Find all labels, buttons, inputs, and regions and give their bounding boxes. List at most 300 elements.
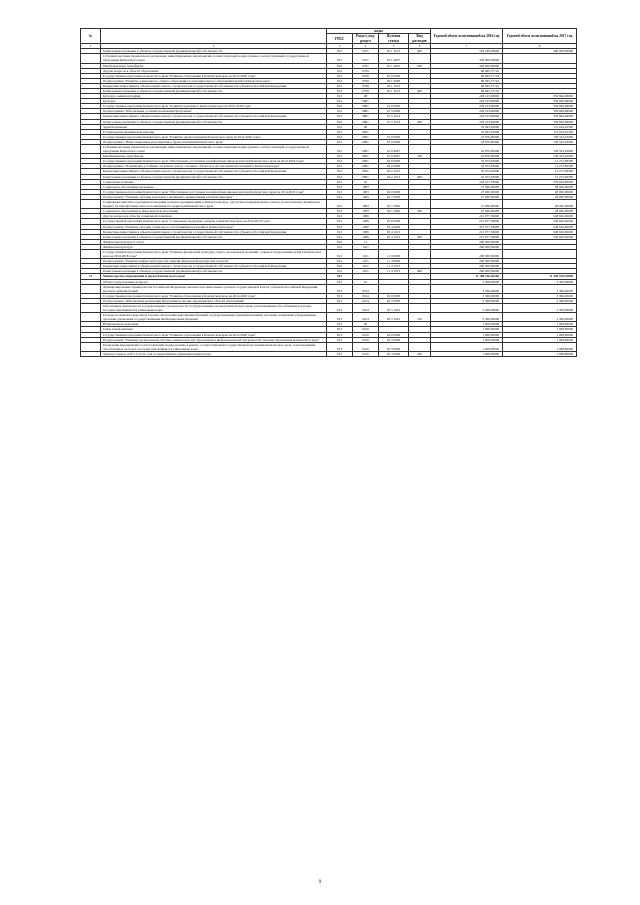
row-name: Социальная политика bbox=[101, 179, 327, 184]
row-amount-2017: 136 545,43000 bbox=[503, 134, 577, 139]
row-name: Расходы на выплаты персоналу в целях обеспечения выполнения функций государственными (муниципальными) органами, казенными учреждениями, органами управления государственными внебюджетными фондами bbox=[101, 313, 327, 322]
row-razdel: 1101 bbox=[353, 249, 379, 258]
row-amount-2017: 3 396,00000 bbox=[503, 298, 577, 303]
row-target-article: 02 1 0000 bbox=[379, 78, 409, 83]
table-row bbox=[81, 54, 577, 63]
row-grbs: 812 bbox=[327, 68, 353, 73]
row-grbs: 812 bbox=[327, 244, 353, 249]
row-name: Социальное обеспечение населения bbox=[101, 184, 327, 189]
row-expense-type bbox=[409, 284, 431, 293]
row-amount-2017: 359 846,68000 bbox=[503, 114, 577, 119]
row-name: Связь и информатика bbox=[101, 327, 327, 332]
row-target-article: 11 4 1013 bbox=[379, 264, 409, 269]
row-target-article: 02 0 0000 bbox=[379, 293, 409, 298]
row-razdel: 0104 bbox=[353, 298, 379, 303]
row-grbs: 812 bbox=[327, 139, 353, 144]
header-grbs: ГРБС bbox=[327, 34, 353, 44]
table-row bbox=[81, 145, 577, 154]
row-grbs: 813 bbox=[327, 332, 353, 337]
row-amount-2016: 96 665,57710 bbox=[431, 88, 503, 93]
row-razdel: 0901 bbox=[353, 139, 379, 144]
row-expense-type: 200 bbox=[409, 351, 431, 356]
row-target-article: 02 0 0000 bbox=[379, 73, 409, 78]
row-target-article: 02 1 1013 bbox=[379, 88, 409, 93]
row-amount-2016: 229 103,00000 bbox=[431, 109, 503, 114]
row-name: Функционирование Правительства Российской Федерации, высших исполнительных органов государственной власти субъектов Российской Федерации, местных администраций bbox=[101, 284, 327, 293]
row-target-article: 10 5 1013 bbox=[379, 119, 409, 124]
row-amount-2016: 1 900,00000 bbox=[431, 342, 503, 351]
row-target-article: 02 3 0000 bbox=[379, 337, 409, 342]
row-razdel: 0709 bbox=[353, 68, 379, 73]
row-expense-type: 400 bbox=[409, 119, 431, 124]
row-name: Закупка товаров, работ и услуг для государственных (муниципальных) нужд bbox=[101, 351, 327, 356]
row-expense-type: 400 bbox=[409, 234, 431, 239]
header-cs: Целевая статья bbox=[379, 34, 409, 44]
row-razdel: 10 bbox=[353, 179, 379, 184]
row-razdel: 1006 bbox=[353, 234, 379, 239]
row-amount-2016: 290 000,00000 bbox=[431, 244, 503, 249]
row-grbs: 812 bbox=[327, 63, 353, 68]
row-amount-2016: 27 000,00000 bbox=[431, 209, 503, 214]
row-amount-2016: 43 870,00000 bbox=[431, 134, 503, 139]
row-name: Подпрограмма "Развитие дошкольного, общего образования и дополнительного образования детей в Камчатском крае" bbox=[101, 78, 327, 83]
row-grbs: 812 bbox=[327, 124, 353, 129]
index-cell: 1 bbox=[81, 44, 101, 49]
row-number bbox=[81, 342, 101, 351]
row-razdel: 1006 bbox=[353, 214, 379, 219]
row-amount-2016: 215 977,59000 bbox=[431, 219, 503, 224]
row-grbs: 813 bbox=[327, 337, 353, 342]
row-amount-2017: 136 545,43000 bbox=[503, 145, 577, 154]
row-name: Культура bbox=[101, 99, 327, 104]
row-grbs: 812 bbox=[327, 54, 353, 63]
row-razdel: 11 bbox=[353, 239, 379, 244]
row-amount-2016: 27 000,00000 bbox=[431, 194, 503, 199]
row-number bbox=[81, 145, 101, 154]
row-grbs: 812 bbox=[327, 249, 353, 258]
row-amount-2017: 1 998,80000 bbox=[503, 337, 577, 342]
row-amount-2017: 15 272,99500 bbox=[503, 169, 577, 174]
row-amount-2017: 28 000,00000 bbox=[503, 189, 577, 194]
row-grbs: 812 bbox=[327, 49, 353, 54]
row-amount-2016: 96 665,57710 bbox=[431, 78, 503, 83]
row-name: Подпрограмма "Обеспечение реализации Программы и прочие мероприятия в области образования" bbox=[101, 298, 327, 303]
row-grbs: 812 bbox=[327, 269, 353, 274]
row-name: Подпрограмма "Повышение устойчивости жилых домов, основных объектов и систем жизнеобеспечения в Камчатском крае" bbox=[101, 164, 327, 169]
index-cell: 6 bbox=[409, 44, 431, 49]
row-razdel: 0801 bbox=[353, 99, 379, 104]
row-target-article: 02 1 4007 bbox=[379, 54, 409, 63]
row-name: Другие вопросы в области социальной политики bbox=[101, 214, 327, 219]
row-expense-type bbox=[409, 342, 431, 351]
row-number bbox=[81, 351, 101, 356]
row-grbs: 812 bbox=[327, 129, 353, 134]
row-razdel: 1006 bbox=[353, 219, 379, 224]
row-amount-2017: 136 545,43000 bbox=[503, 154, 577, 159]
row-amount-2016: 11 188 236,38200 bbox=[431, 274, 503, 279]
row-razdel: 1003 bbox=[353, 184, 379, 189]
row-amount-2017: 548 620,90000 bbox=[503, 219, 577, 224]
row-razdel: 0104 bbox=[353, 293, 379, 298]
budget-table bbox=[80, 28, 577, 357]
row-amount-2017: 28 000,00000 bbox=[503, 209, 577, 214]
row-razdel: 0104 bbox=[353, 313, 379, 322]
row-grbs: 812 bbox=[327, 229, 353, 234]
row-razdel: 1003 bbox=[353, 189, 379, 194]
row-amount-2017: 3 396,00000 bbox=[503, 304, 577, 313]
row-grbs: 813 bbox=[327, 298, 353, 303]
row-name: Государственная программа Камчатского края "Обеспечение доступным и комфортным жильем жителей Камчатского края на 2014-2018 годы" bbox=[101, 159, 327, 164]
row-grbs: 812 bbox=[327, 94, 353, 99]
row-grbs: 813 bbox=[327, 327, 353, 332]
row-expense-type: 400 bbox=[409, 49, 431, 54]
row-amount-2016: 1 900,00000 bbox=[431, 332, 503, 337]
row-target-article: 04 2 1013 bbox=[379, 174, 409, 179]
row-name: Государственная программа Камчатского края "Обеспечение доступным и комфортным жильем жителей Камчатского края на 2014-2018 годы" bbox=[101, 189, 327, 194]
row-expense-type: 500 bbox=[409, 154, 431, 159]
row-name: Межбюджетные трансферты bbox=[101, 63, 327, 68]
row-name: Капитальные вложения в объекты государственной (муниципальной) собственности bbox=[101, 269, 327, 274]
row-name: Капитальные вложения в объекты государственной (муниципальной) собственности bbox=[101, 174, 327, 179]
table-row bbox=[81, 249, 577, 258]
header-2016: Годовой объем ассигнований на 2016 год bbox=[431, 29, 503, 44]
row-target-article: 11 4 0000 bbox=[379, 259, 409, 264]
row-grbs: 812 bbox=[327, 179, 353, 184]
row-amount-2016: 215 977,59000 bbox=[431, 234, 503, 239]
index-cell: 5 bbox=[379, 44, 409, 49]
row-amount-2016: 290 000,00000 bbox=[431, 249, 503, 258]
table-row bbox=[81, 200, 577, 209]
table-row bbox=[81, 304, 577, 313]
row-amount-2017: 548 620,90000 bbox=[503, 224, 577, 229]
row-razdel: 0410 bbox=[353, 327, 379, 332]
table-row bbox=[81, 284, 577, 293]
row-name: Бюджетные инвестиции в объекты капитального строительства государственной собственности субъектов Российской Федерации bbox=[101, 114, 327, 119]
row-grbs: 812 bbox=[327, 109, 353, 114]
row-target-article: 03 0 0000 bbox=[379, 219, 409, 224]
row-target-article: 10 0 0000 bbox=[379, 104, 409, 109]
row-razdel: 1101 bbox=[353, 244, 379, 249]
row-amount-2016: 229 103,00000 bbox=[431, 94, 503, 99]
row-razdel: 0801 bbox=[353, 114, 379, 119]
row-amount-2017: 28 000,00000 bbox=[503, 184, 577, 189]
row-name: Стационарная медицинская помощь bbox=[101, 129, 327, 134]
row-amount-2017: 548 620,90000 bbox=[503, 229, 577, 234]
row-name: Реализация мероприятий соответствующей подпрограммы в рамках соответствующей государственной программы Камчатского края, за исключением обособленных расходов, которым присваиваются уникальные коды bbox=[101, 342, 327, 351]
row-grbs: 812 bbox=[327, 114, 353, 119]
row-razdel: 0801 bbox=[353, 104, 379, 109]
row-expense-type: 500 bbox=[409, 63, 431, 68]
row-amount-2016: 3 396,00000 bbox=[431, 293, 503, 298]
row-expense-type: 400 bbox=[409, 269, 431, 274]
row-target-article: 11 0 0000 bbox=[379, 249, 409, 258]
row-amount-2016: 43 870,00000 bbox=[431, 145, 503, 154]
row-target-article: 01 0 0000 bbox=[379, 134, 409, 139]
row-razdel: 0709 bbox=[353, 88, 379, 93]
row-expense-type bbox=[409, 249, 431, 258]
table-row bbox=[81, 313, 577, 322]
header-name bbox=[101, 29, 327, 44]
index-cell: 7 bbox=[431, 44, 503, 49]
row-amount-2016: 43 870,00000 bbox=[431, 154, 503, 159]
row-amount-2016: 27 000,00000 bbox=[431, 184, 503, 189]
row-target-article bbox=[379, 284, 409, 293]
row-amount-2016: 96 665,57710 bbox=[431, 68, 503, 73]
row-target-article: 01 9 0000 bbox=[379, 139, 409, 144]
row-name: Физическая культура bbox=[101, 244, 327, 249]
row-amount-2017: 400 000,00000 bbox=[503, 49, 577, 54]
row-amount-2017: 15 272,99500 bbox=[503, 164, 577, 169]
row-amount-2017: 136 545,43000 bbox=[503, 139, 577, 144]
row-amount-2016: 3 396,00000 bbox=[431, 298, 503, 303]
row-razdel: 0104 bbox=[353, 304, 379, 313]
row-amount-2017: 151 818,42500 bbox=[503, 124, 577, 129]
row-expense-type bbox=[409, 304, 431, 313]
row-number bbox=[81, 200, 101, 209]
row-name: Социальное обеспечение и иные выплаты населению bbox=[101, 209, 327, 214]
row-amount-2017: 1 998,80000 bbox=[503, 322, 577, 327]
row-name: Государственная программа Камчатского края "Развитие образования в Камчатском крае на 2014-2020 годы" bbox=[101, 332, 327, 337]
row-grbs: 813 bbox=[327, 274, 353, 279]
row-grbs: 812 bbox=[327, 184, 353, 189]
row-grbs: 812 bbox=[327, 200, 353, 209]
row-amount-2017: 548 620,90000 bbox=[503, 234, 577, 239]
row-number: 11 bbox=[81, 274, 101, 279]
row-amount-2016: 1 900,00000 bbox=[431, 327, 503, 332]
row-amount-2017 bbox=[503, 54, 577, 63]
row-grbs: 812 bbox=[327, 78, 353, 83]
row-grbs: 812 bbox=[327, 264, 353, 269]
row-razdel: 0701 bbox=[353, 63, 379, 68]
row-name: Подпрограмма "Обеспечение условий реализации Программы" bbox=[101, 109, 327, 114]
row-target-article: 10 5 0000 bbox=[379, 109, 409, 114]
row-name: Капитальные вложения в объекты государственной (муниципальной) собственности bbox=[101, 49, 327, 54]
row-amount-2016: 229 103,00000 bbox=[431, 119, 503, 124]
row-target-article: 02 5 1001 bbox=[379, 313, 409, 322]
row-amount-2016: 3 396,00000 bbox=[431, 304, 503, 313]
header-vr: Вид расходов bbox=[409, 34, 431, 44]
row-grbs: 812 bbox=[327, 159, 353, 164]
row-amount-2016: 32 975,63000 bbox=[431, 159, 503, 164]
row-name: Физическая культура и спорт bbox=[101, 239, 327, 244]
row-name: Субсидии местным бюджетам на реализацию инвестиционных мероприятий соответствующей подпрограммы соответствующей государственной программы Камчатского края bbox=[101, 54, 327, 63]
row-amount-2016: 215 977,59000 bbox=[431, 214, 503, 219]
row-amount-2016: 1 900,00000 bbox=[431, 337, 503, 342]
row-amount-2016: 1 900,00000 bbox=[431, 351, 503, 356]
row-amount-2016: 290 000,00000 bbox=[431, 259, 503, 264]
row-name: Субсидии местным бюджетам на реализацию инвестиционных мероприятий соответствующей подпрограммы соответствующей государственной программы Камчатского края bbox=[101, 145, 327, 154]
row-razdel: 1006 bbox=[353, 229, 379, 234]
row-name: Государственная программа Камчатского края "Развитие образования в Камчатском крае на 2014-2020 годы" bbox=[101, 293, 327, 298]
index-cell: 2 bbox=[101, 44, 327, 49]
row-name: Социальные выплаты отдельным категориям граждан, проживающим в Камчатском крае, для уплаты первоначального взноса по ипотечному жилищному кредиту на приобретение жилого помещения на территории Камчатского края bbox=[101, 200, 327, 209]
row-razdel: 08 bbox=[353, 94, 379, 99]
row-amount-2016: 96 665,57710 bbox=[431, 73, 503, 78]
row-razdel: 0901 bbox=[353, 169, 379, 174]
row-amount-2016: 3 396,00000 bbox=[431, 313, 503, 322]
row-razdel: 0801 bbox=[353, 109, 379, 114]
index-cell: 3 bbox=[327, 44, 353, 49]
row-grbs: 812 bbox=[327, 145, 353, 154]
row-name: Государственная программа Камчатского края "Развитие здравоохранения Камчатского края на 2014-2020 годы" bbox=[101, 134, 327, 139]
row-amount-2016: 43 870,00000 bbox=[431, 139, 503, 144]
row-name: Подпрограмма "Развитие системы социального обслуживания населения в Камчатском крае" bbox=[101, 224, 327, 229]
row-amount-2016: 215 977,59000 bbox=[431, 224, 503, 229]
row-expense-type: 300 bbox=[409, 209, 431, 214]
row-razdel: 01 bbox=[353, 279, 379, 284]
row-amount-2016: 32 975,63000 bbox=[431, 174, 503, 179]
row-target-article: 04 2 1013 bbox=[379, 169, 409, 174]
row-amount-2017: 1 998,80000 bbox=[503, 327, 577, 332]
row-razdel: 0709 bbox=[353, 73, 379, 78]
row-grbs: 813 bbox=[327, 351, 353, 356]
row-expense-type: 400 bbox=[409, 88, 431, 93]
row-grbs: 813 bbox=[327, 293, 353, 298]
row-amount-2017: 359 846,68000 bbox=[503, 119, 577, 124]
row-name: Государственная программа Камчатского края "Развитие физической культуры, спорта, молодежной политики, отдыха и оздоровления детей в Камчатском крае на 2014-2018 годы" bbox=[101, 249, 327, 258]
row-target-article: 02 3 0999 bbox=[379, 342, 409, 351]
row-amount-2017: 28 000,00000 bbox=[503, 194, 577, 199]
row-grbs: 812 bbox=[327, 189, 353, 194]
row-grbs: 812 bbox=[327, 83, 353, 88]
row-name: Государственная программа Камчатского края "Развитие образования в Камчатском крае на 2014-2020 годы" bbox=[101, 73, 327, 78]
row-target-article: 04 7 0000 bbox=[379, 194, 409, 199]
row-razdel: 0701 bbox=[353, 49, 379, 54]
row-number bbox=[81, 304, 101, 313]
row-target-article: 02 1 4007 bbox=[379, 63, 409, 68]
row-amount-2016: 96 665,57710 bbox=[431, 83, 503, 88]
row-grbs: 812 bbox=[327, 164, 353, 169]
row-razdel: 0901 bbox=[353, 174, 379, 179]
row-grbs: 813 bbox=[327, 304, 353, 313]
header-num: № bbox=[81, 29, 101, 44]
row-name: Подпрограмма "Развитие инфраструктуры для занятий физической культурой и спортом" bbox=[101, 259, 327, 264]
row-name: Подпрограмма "Развитие системы ипотечного жилищного кредитования в Камчатском крае" bbox=[101, 194, 327, 199]
row-amount-2016: 229 103,00000 bbox=[431, 114, 503, 119]
row-amount-2017: 576 620,90000 bbox=[503, 179, 577, 184]
row-expense-type bbox=[409, 54, 431, 63]
row-name: Бюджетные инвестиции в объекты капитального строительства государственной собственности субъектов Российской Федерации bbox=[101, 169, 327, 174]
header-razdel: Раздел, под-раздел bbox=[353, 34, 379, 44]
row-razdel: 1006 bbox=[353, 224, 379, 229]
row-grbs: 812 bbox=[327, 88, 353, 93]
row-target-article: 03 4 1013 bbox=[379, 234, 409, 239]
row-grbs: 813 bbox=[327, 279, 353, 284]
row-number bbox=[81, 284, 101, 293]
row-target-article: 04 0 0000 bbox=[379, 159, 409, 164]
row-amount-2016: 229 103,00000 bbox=[431, 99, 503, 104]
table-row bbox=[81, 342, 577, 351]
row-razdel: 1101 bbox=[353, 259, 379, 264]
row-amount-2017: 15 272,99500 bbox=[503, 159, 577, 164]
row-grbs: 812 bbox=[327, 239, 353, 244]
row-grbs: 812 bbox=[327, 104, 353, 109]
row-razdel: 0709 bbox=[353, 78, 379, 83]
row-amount-2017: 359 846,68000 bbox=[503, 104, 577, 109]
row-amount-2016: 504 180,00000 bbox=[431, 49, 503, 54]
row-name: Государственная программа Камчатского края "Социальная поддержка граждан в Камчатском крае на 2014-2018 годы" bbox=[101, 219, 327, 224]
row-amount-2016: 215 977,59000 bbox=[431, 229, 503, 234]
row-grbs: 812 bbox=[327, 219, 353, 224]
row-grbs: 812 bbox=[327, 99, 353, 104]
row-name: Бюджетные инвестиции в объекты капитального строительства государственной собственности субъектов Российской Федерации bbox=[101, 264, 327, 269]
table-body bbox=[81, 49, 577, 357]
row-target-article: 04 0 0000 bbox=[379, 189, 409, 194]
row-amount-2017: 15 272,99500 bbox=[503, 174, 577, 179]
row-razdel: 0901 bbox=[353, 145, 379, 154]
row-grbs: 813 bbox=[327, 284, 353, 293]
row-target-article: 01 9 4007 bbox=[379, 154, 409, 159]
row-amount-2016: 3 396,00000 bbox=[431, 284, 503, 293]
row-amount-2017: 28 000,00000 bbox=[503, 200, 577, 209]
row-razdel: 1101 bbox=[353, 264, 379, 269]
row-amount-2017: 1 998,80000 bbox=[503, 351, 577, 356]
row-name: Обеспечение деятельности государственных органов власти (государственных органов) Камчатского края, за исключением обособленных расходов, которым присваиваются уникальные коды bbox=[101, 304, 327, 313]
row-amount-2017: 359 846,68000 bbox=[503, 94, 577, 99]
row-name: Культура, кинематография bbox=[101, 94, 327, 99]
row-name: Государственная программа Камчатского края "Развитие культуры в Камчатском крае на 2014-2018 годы" bbox=[101, 104, 327, 109]
row-razdel: 1101 bbox=[353, 269, 379, 274]
row-razdel: 09 bbox=[353, 124, 379, 129]
row-target-article: 04 7 2040 bbox=[379, 200, 409, 209]
row-grbs: 812 bbox=[327, 224, 353, 229]
row-razdel: 0901 bbox=[353, 134, 379, 139]
row-number bbox=[81, 249, 101, 258]
row-amount-2016: 1 900,00000 bbox=[431, 322, 503, 327]
row-number bbox=[81, 313, 101, 322]
row-target-article: 01 9 4007 bbox=[379, 145, 409, 154]
row-grbs: 812 bbox=[327, 73, 353, 78]
header-codes: коды bbox=[327, 29, 431, 34]
row-amount-2017: 3 396,00000 bbox=[503, 279, 577, 284]
row-amount-2016: 290 000,00000 bbox=[431, 239, 503, 244]
row-amount-2016: 242 977,59000 bbox=[431, 179, 503, 184]
row-grbs: 812 bbox=[327, 134, 353, 139]
index-cell: 4 bbox=[353, 44, 379, 49]
row-grbs: 812 bbox=[327, 169, 353, 174]
row-target-article: 04 2 0000 bbox=[379, 164, 409, 169]
row-name: Капитальные вложения в объекты государственной (муниципальной) собственности bbox=[101, 88, 327, 93]
row-amount-2016: 76 845,63000 bbox=[431, 124, 503, 129]
row-razdel: 0104 bbox=[353, 284, 379, 293]
row-amount-2017: 1 998,80000 bbox=[503, 332, 577, 337]
row-name: Межбюджетные трансферты bbox=[101, 154, 327, 159]
row-grbs: 812 bbox=[327, 259, 353, 264]
row-amount-2017 bbox=[503, 249, 577, 258]
row-amount-2016: 3 396,00000 bbox=[431, 279, 503, 284]
row-amount-2016: 420 000,00000 bbox=[431, 63, 503, 68]
budget-table-sheet bbox=[80, 28, 576, 357]
row-amount-2017: 3 396,00000 bbox=[503, 293, 577, 298]
row-name: Подпрограмма "Развитие региональной системы оценки качества образования и информационной прозрачности системы образования Камчатского края" bbox=[101, 337, 327, 342]
row-amount-2016: 420 000,00000 bbox=[431, 54, 503, 63]
row-grbs: 813 bbox=[327, 313, 353, 322]
row-name: Подпрограмма "Инвестиционные мероприятия в здравоохранении Камчатского края" bbox=[101, 139, 327, 144]
row-razdel: 0901 bbox=[353, 154, 379, 159]
row-amount-2017: 1 998,80000 bbox=[503, 342, 577, 351]
row-target-article: 02 5 1001 bbox=[379, 304, 409, 313]
row-target-article: 04 7 2040 bbox=[379, 209, 409, 214]
row-target-article: 02 3 0999 bbox=[379, 351, 409, 356]
row-expense-type bbox=[409, 145, 431, 154]
row-target-article: 10 5 1013 bbox=[379, 114, 409, 119]
row-amount-2016: 290 000,00000 bbox=[431, 269, 503, 274]
row-amount-2017: 359 846,68000 bbox=[503, 109, 577, 114]
row-razdel: 0901 bbox=[353, 129, 379, 134]
row-expense-type: 400 bbox=[409, 174, 431, 179]
row-razdel: 1003 bbox=[353, 209, 379, 214]
row-razdel: 1003 bbox=[353, 200, 379, 209]
